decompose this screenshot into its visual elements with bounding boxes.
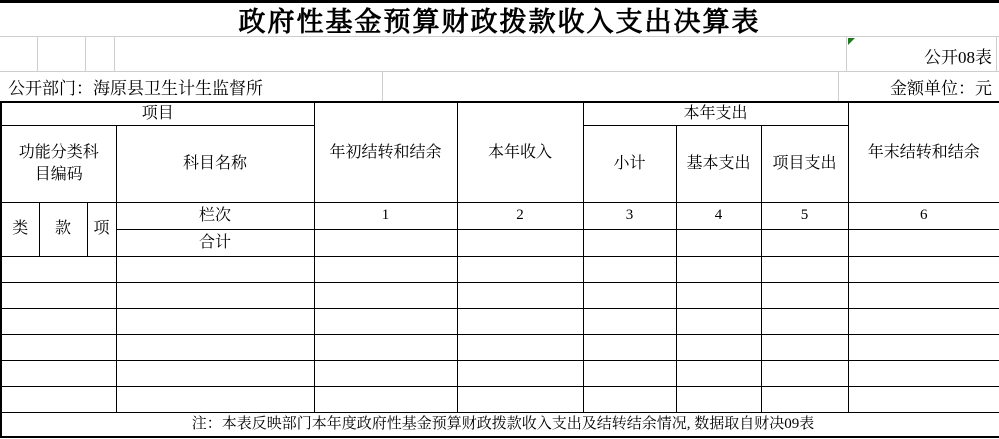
page-title: 政府性基金预算财政拨款收入支出决算表 [238, 7, 761, 37]
empty-data-row [1, 334, 999, 360]
department-row [0, 72, 999, 101]
note-row [1, 412, 999, 437]
empty-cell [848, 360, 999, 386]
empty-data-row [1, 308, 999, 334]
total-row [1, 229, 999, 256]
empty-cell [676, 282, 761, 308]
empty-cell [676, 308, 761, 334]
empty-cell [848, 386, 999, 412]
gridline [382, 72, 383, 101]
empty-cell [1, 256, 116, 282]
empty-cell [761, 282, 848, 308]
empty-cell [761, 334, 848, 360]
empty-cell [1, 360, 116, 386]
total-basic-cell [676, 229, 761, 256]
column-number-3: 3 [583, 202, 676, 229]
header-category-item: 项 [87, 202, 116, 256]
total-subtotal-cell [583, 229, 676, 256]
title-row [0, 0, 999, 36]
empty-cell [116, 256, 314, 282]
empty-cell [761, 308, 848, 334]
empty-cell [761, 360, 848, 386]
header-begin-balance: 年初结转和结余 [314, 102, 457, 202]
header-subtotal: 小计 [583, 125, 676, 202]
empty-cell [314, 282, 457, 308]
empty-cell [761, 256, 848, 282]
total-row-label: 合计 [116, 229, 314, 256]
empty-cell [314, 334, 457, 360]
column-number-1: 1 [314, 202, 457, 229]
table-note: 注：本表反映部门本年度政府性基金预算财政拨款收入支出及结转结余情况, 数据取自财决09表 [1, 412, 999, 437]
total-end-balance-cell [848, 229, 999, 256]
empty-data-row [1, 360, 999, 386]
empty-data-row [1, 386, 999, 412]
gridline [85, 37, 86, 71]
header-year-income: 本年收入 [457, 102, 583, 202]
fund-budget-table [0, 101, 999, 438]
column-number-5: 5 [761, 202, 848, 229]
empty-cell [583, 334, 676, 360]
gridline [114, 37, 115, 71]
empty-cell [1, 282, 116, 308]
empty-cell [314, 256, 457, 282]
gridline [846, 37, 847, 71]
sheet-code-label: 公开08表 [924, 48, 992, 67]
header-func-code: 功能分类科目编码 [1, 125, 116, 202]
total-project-cell [761, 229, 848, 256]
empty-cell [676, 256, 761, 282]
empty-cell [116, 386, 314, 412]
empty-cell [848, 308, 999, 334]
column-number-4: 4 [676, 202, 761, 229]
empty-cell [848, 334, 999, 360]
header-project: 项目 [1, 102, 314, 125]
department-label: 公开部门：海原县卫生计生监督所 [8, 79, 263, 98]
empty-cell [457, 386, 583, 412]
empty-cell [457, 334, 583, 360]
header-category-class: 类 [1, 202, 39, 256]
empty-cell [583, 386, 676, 412]
total-income-cell [457, 229, 583, 256]
empty-cell [761, 386, 848, 412]
empty-cell [457, 282, 583, 308]
empty-cell [116, 360, 314, 386]
empty-cell [116, 282, 314, 308]
empty-cell [314, 360, 457, 386]
empty-cell [583, 308, 676, 334]
gridline [838, 72, 839, 101]
column-number-6: 6 [848, 202, 999, 229]
empty-cell [676, 334, 761, 360]
empty-cell [1, 334, 116, 360]
empty-cell [676, 360, 761, 386]
header-basic-expense: 基本支出 [676, 125, 761, 202]
empty-cell [314, 308, 457, 334]
empty-cell [314, 386, 457, 412]
empty-cell [583, 282, 676, 308]
empty-cell [116, 308, 314, 334]
header-project-expense: 项目支出 [761, 125, 848, 202]
empty-cell [1, 386, 116, 412]
empty-data-row [1, 256, 999, 282]
sheet-code-row [0, 36, 999, 72]
empty-cell [676, 386, 761, 412]
empty-cell [583, 256, 676, 282]
empty-cell [583, 360, 676, 386]
unit-label: 金额单位：元 [890, 79, 992, 98]
gridline [37, 37, 38, 71]
empty-cell [848, 282, 999, 308]
column-number-row [1, 202, 999, 229]
empty-cell [1, 308, 116, 334]
empty-cell [848, 256, 999, 282]
empty-cell [457, 256, 583, 282]
header-category-section: 款 [39, 202, 87, 256]
header-row-1 [1, 102, 999, 125]
header-end-balance: 年末结转和结余 [848, 102, 999, 202]
gridline [996, 37, 997, 71]
empty-cell [116, 334, 314, 360]
empty-data-row [1, 282, 999, 308]
header-subject-name: 科目名称 [116, 125, 314, 202]
column-row-label: 栏次 [116, 202, 314, 229]
column-number-2: 2 [457, 202, 583, 229]
empty-cell [457, 308, 583, 334]
empty-cell [457, 360, 583, 386]
header-year-expense: 本年支出 [583, 102, 848, 125]
green-triangle-marker-icon [848, 38, 855, 45]
total-begin-balance-cell [314, 229, 457, 256]
